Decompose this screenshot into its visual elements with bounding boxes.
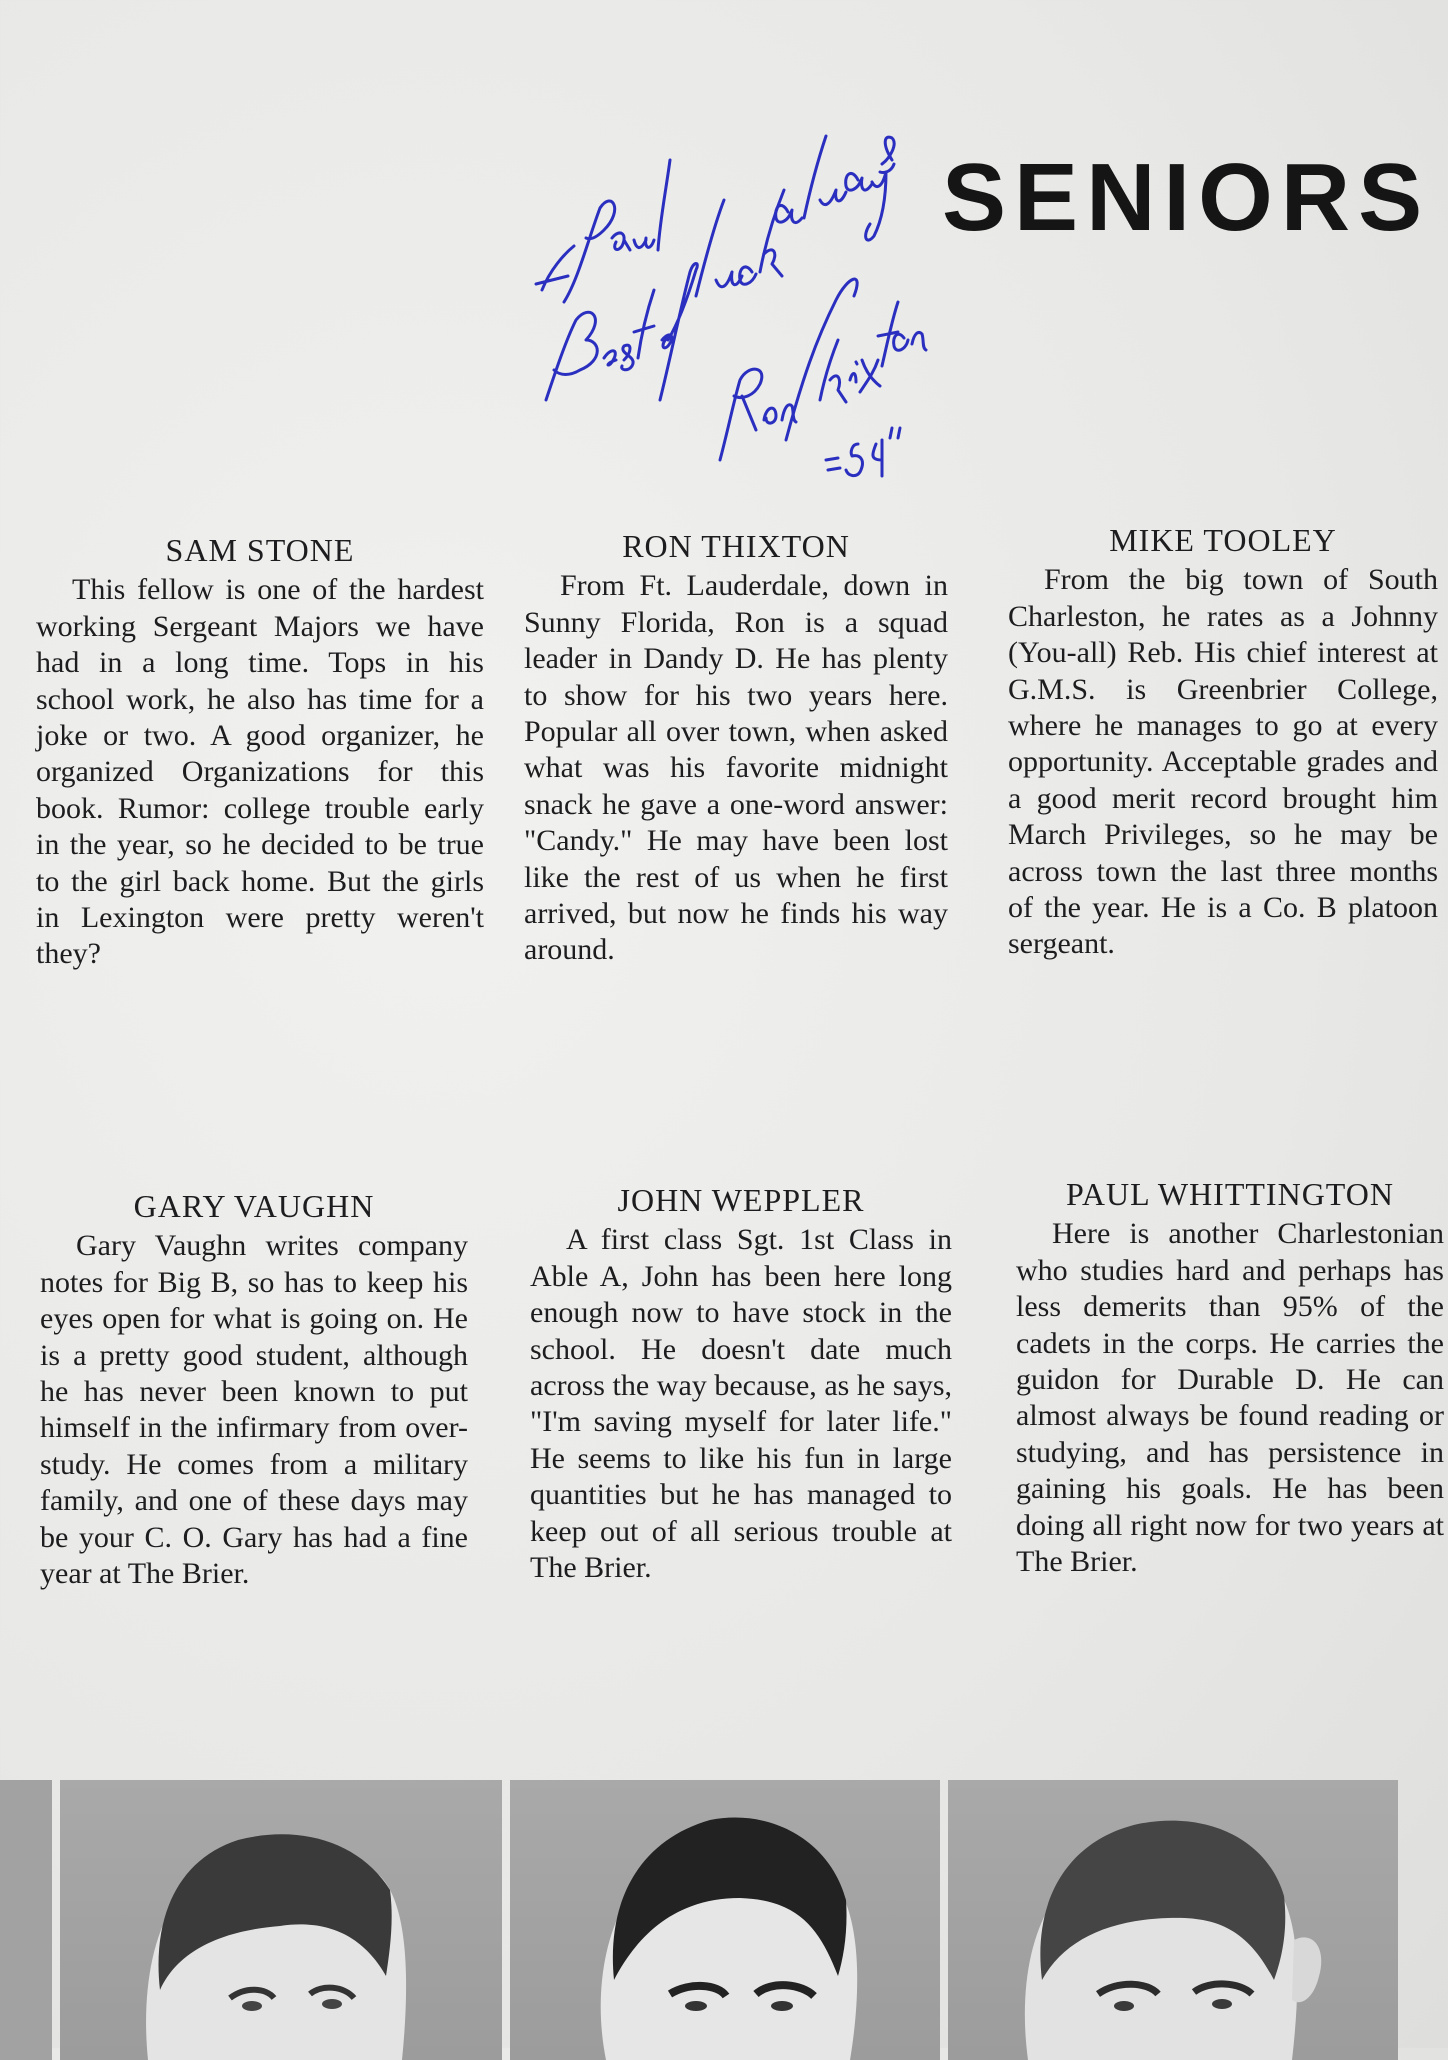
- portrait-photo: [60, 1780, 502, 2060]
- senior-description: Gary Vaughn writes company notes for Big B, so has to keep his eyes open for what is going on. He is a pretty good student, although he has never been known to put himself in the infirmary from over-study. He comes from a military family, and one of these days may be your C. O. Gary has had a fine year at The Brier.: [40, 1229, 468, 1591]
- portrait-silhouette-icon: [60, 1780, 502, 2060]
- senior-bio-mike-tooley: [1008, 522, 1438, 963]
- senior-description: From Ft. Lauderdale, down in Sunny Florida, Ron is a squad leader in Dandy D. He has plenty to show for his two years here. Popular all over town, when asked what was his favorite midnight snack he gave a one-word answer: "Candy." He may have been lost like the rest of us when he first arrived, but now he finds his way around.: [524, 569, 948, 967]
- senior-bio-sam-stone: [36, 532, 484, 973]
- senior-bio-ron-thixton: [524, 528, 948, 969]
- portrait-photo-strip: [0, 1768, 1448, 2048]
- senior-bio-paul-whittington: [1016, 1176, 1444, 1580]
- portrait-silhouette-icon: [510, 1780, 940, 2060]
- senior-name: JOHN WEPPLER: [617, 1182, 865, 1218]
- portrait-photo: [948, 1780, 1398, 2060]
- senior-name: PAUL WHITTINGTON: [1066, 1176, 1394, 1212]
- handwritten-inscription-icon: [520, 40, 940, 510]
- senior-description: From the big town of South Charleston, he rates as a Johnny (You-all) Reb. His chief interest at G.M.S. is Greenbrier College, where he manages to go at every opportunity. Acceptable grades and a good merit record brought him March Privileges, so he may be across town the last three months of the year. He is a Co. B platoon sergeant.: [1008, 563, 1438, 961]
- portrait-photo: [510, 1780, 940, 2060]
- senior-name: GARY VAUGHN: [133, 1188, 375, 1224]
- senior-bio-gary-vaughn: [40, 1188, 468, 1592]
- senior-bio-john-weppler: [530, 1182, 952, 1586]
- senior-name: RON THIXTON: [622, 528, 850, 564]
- portrait-photo-edge: [0, 1780, 52, 2060]
- senior-description: A first class Sgt. 1st Class in Able A, John has been here long enough now to have stock in the school. He doesn't date much across the way because, as he says, "I'm saving myself for later life." He seems to like his fun in large quantities but he has managed to keep out of all serious trouble at The Brier.: [530, 1223, 952, 1585]
- page-title: SENIORS: [942, 144, 1431, 251]
- senior-name: MIKE TOOLEY: [1109, 522, 1337, 558]
- senior-description: Here is another Charlestonian who studies hard and perhaps has less demerits than 95% of the cadets in the corps. He carries the guidon for Durable D. He can almost always be found reading or studying, and has persistence in gaining his goals. He has been doing all right now for two years at The Brier.: [1016, 1217, 1444, 1579]
- senior-name: SAM STONE: [165, 532, 355, 568]
- senior-description: This fellow is one of the hardest working Sergeant Majors we have had in a long time. Tops in his school work, he also has time for a joke or two. A good organizer, he organized Organizations for this book. Rumor: college trouble early in the year, so he decided to be true to the girl back home. But the girls in Lexington were pretty weren't they?: [36, 573, 484, 971]
- autograph-signature: [520, 40, 940, 510]
- portrait-silhouette-icon: [948, 1780, 1398, 2060]
